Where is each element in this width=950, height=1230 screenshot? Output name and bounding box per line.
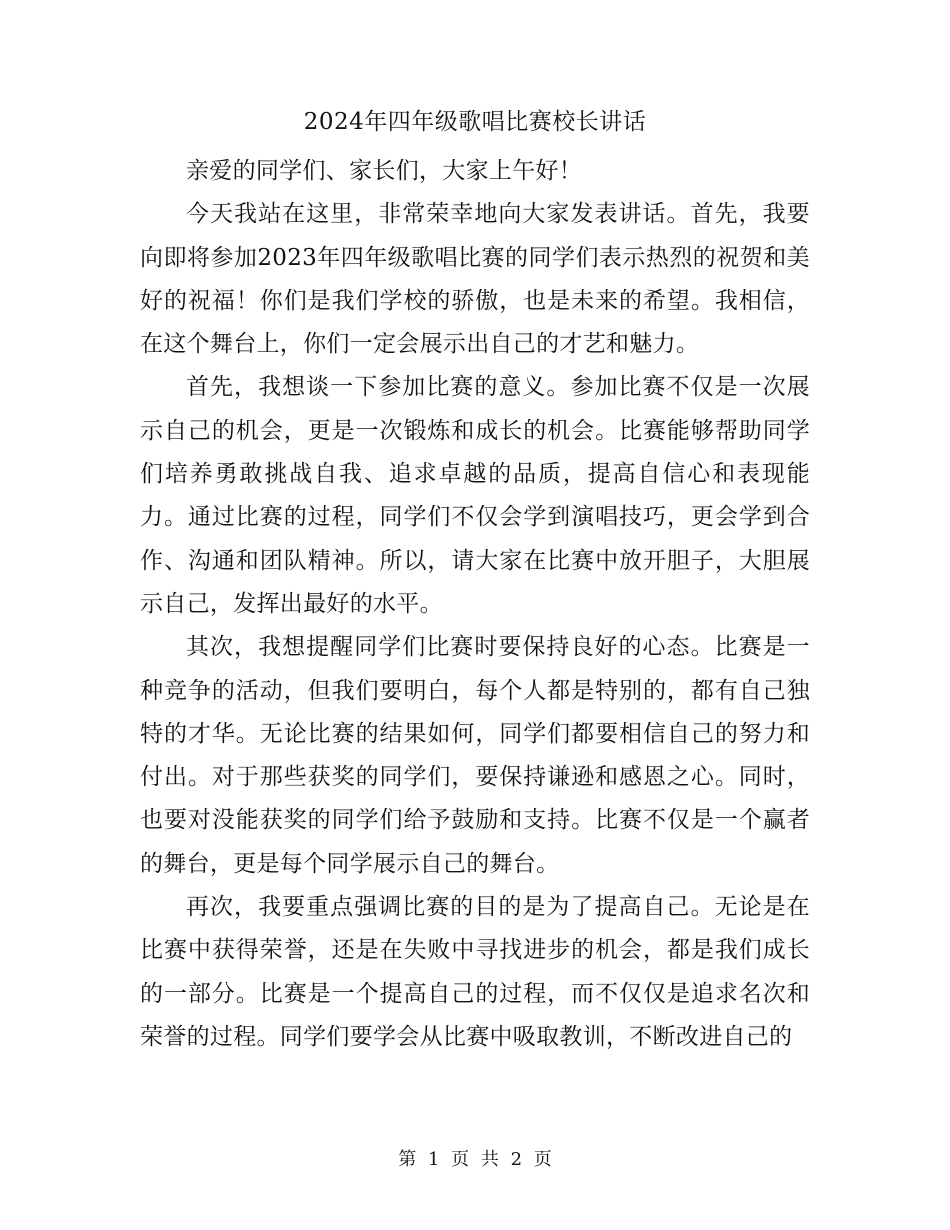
paragraph-purpose: 再次，我要重点强调比赛的目的是为了提高自己。无论是在比赛中获得荣誉，还是在失败中寻找进步的机会，都是我们成长的一部分。比赛是一个提高自己的过程，而不仅仅是追求名次和荣誉的过程。同学们要学会从比赛中吸取教训，不断改进自己的 [140, 894, 810, 1050]
paragraph-mindset: 其次，我想提醒同学们比赛时要保持良好的心态。比赛是一种竞争的活动，但我们要明白，每个人都是特别的，都有自己独特的才华。无论比赛的结果如何，同学们都要相信自己的努力和付出。对于那些获奖的同学们，要保持谦逊和感恩之心。同时，也要对没能获奖的同学们给予鼓励和支持。比赛不仅是一个赢者的舞台，更是每个同学展示自己的舞台。 [140, 634, 810, 877]
paragraph-intro: 今天我站在这里，非常荣幸地向大家发表讲话。首先，我要向即将参加2023年四年级歌唱比赛的同学们表示热烈的祝贺和美好的祝福！你们是我们学校的骄傲，也是未来的希望。我相信，在这个舞台上，你们一定会展示出自己的才艺和魅力。 [140, 201, 810, 358]
document-body [140, 150, 810, 1059]
document-title: 2024年四年级歌唱比赛校长讲话 [303, 109, 647, 135]
page-number-footer: 第 1 页 共 2 页 [398, 1149, 552, 1170]
paragraph-greeting: 亲爱的同学们、家长们，大家上午好！ [186, 158, 583, 184]
paragraph-meaning: 首先，我想谈一下参加比赛的意义。参加比赛不仅是一次展示自己的机会，更是一次锻炼和成长的机会。比赛能够帮助同学们培养勇敢挑战自我、追求卓越的品质，提高自信心和表现能力。通过比赛的过程，同学们不仅会学到演唱技巧，更会学到合作、沟通和团队精神。所以，请大家在比赛中放开胆子，大胆展示自己，发挥出最好的水平。 [140, 374, 810, 617]
